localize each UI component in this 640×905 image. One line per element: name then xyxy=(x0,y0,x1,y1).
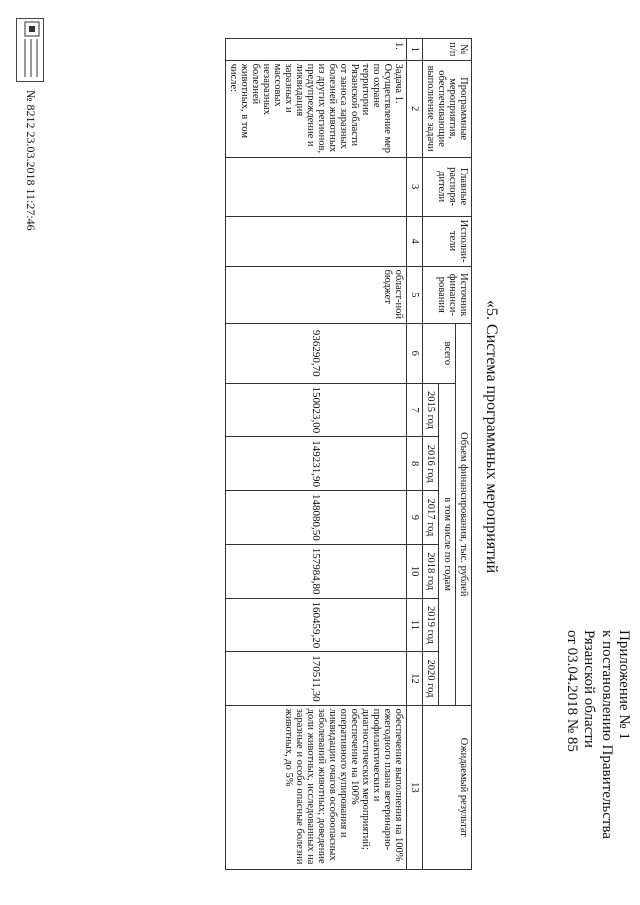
header-total: всего xyxy=(423,324,456,384)
appendix-line-1: Приложение № 1 xyxy=(616,630,632,740)
measures-table-wrap xyxy=(225,38,472,870)
measures-table xyxy=(225,38,472,870)
registration-stamp xyxy=(16,18,44,231)
header-result: Ожидаемый результат xyxy=(423,705,472,869)
header-2018: 2018 год xyxy=(423,544,439,598)
col-number: 1 xyxy=(407,39,423,61)
col-number: 2 xyxy=(407,60,423,157)
header-chief: Главные распоря-дители xyxy=(423,157,472,216)
row-2015: 150023,00 xyxy=(226,383,407,437)
header-2016: 2016 год xyxy=(423,437,439,491)
col-number: 8 xyxy=(407,437,423,491)
row-executors xyxy=(226,216,407,266)
table-row xyxy=(226,39,407,870)
row-2020: 170511,30 xyxy=(226,652,407,705)
header-num: № п/п xyxy=(423,39,472,61)
header-2020: 2020 год xyxy=(423,652,439,705)
header-by-years: в том числе по годам xyxy=(439,383,456,705)
appendix-line-3: Рязанской области xyxy=(581,630,598,748)
appendix-block xyxy=(563,630,632,870)
row-2018: 157984,80 xyxy=(226,544,407,598)
col-number: 5 xyxy=(407,266,423,323)
row-source: област-ной бюджет xyxy=(226,266,407,323)
header-2017: 2017 год xyxy=(423,491,439,545)
row-measure: Задача 1. Осуществление мер по охране территории Рязанской области от заноса заразных болезней животных из других регионов, предупреждение и ликвидация заразных и массовых незаразных болезней животных, в том числе: xyxy=(226,60,407,157)
header-executors: Исполни-тели xyxy=(423,216,472,266)
header-2015: 2015 год xyxy=(423,383,439,437)
col-number: 3 xyxy=(407,157,423,216)
col-number: 10 xyxy=(407,544,423,598)
column-number-row xyxy=(407,39,423,870)
header-2019: 2019 год xyxy=(423,598,439,652)
col-number: 4 xyxy=(407,216,423,266)
stamp-text: № 8212 23.03.2018 11:27:46 xyxy=(23,90,38,231)
col-number: 9 xyxy=(407,491,423,545)
row-chief xyxy=(226,157,407,216)
row-num: 1. xyxy=(226,39,407,61)
col-number: 7 xyxy=(407,383,423,437)
row-2016: 149231,90 xyxy=(226,437,407,491)
row-result: обеспечение выполнения на 100% ежегодного плана ветеринарно-профилактических и диагностических мероприятий; обеспечение на 100% оперативного купирования и ликвидации очагов особоопасных заболеваний животных; доведение доли животных, исследованных на заразные и особо опасные болезни животных, до 5% xyxy=(226,705,407,869)
header-funding: Объем финансирования, тыс. рублей xyxy=(456,324,472,706)
col-number: 13 xyxy=(407,705,423,869)
appendix-line-4: от 03.04.2018 № 85 xyxy=(564,630,581,752)
col-number: 12 xyxy=(407,652,423,705)
appendix-line-2: к постановлению Правительства xyxy=(598,630,615,839)
row-2019: 160459,20 xyxy=(226,598,407,652)
section-title: «5. Система программных мероприятий xyxy=(483,300,500,574)
row-2017: 148080,50 xyxy=(226,491,407,545)
barcode-seal-icon xyxy=(16,18,44,82)
col-number: 11 xyxy=(407,598,423,652)
header-source: Источник финанси-рования xyxy=(423,266,472,323)
col-number: 6 xyxy=(407,324,423,384)
header-measures: Программные мероприятия, обеспечивающие выполнение задачи xyxy=(423,60,472,157)
row-total: 936290,70 xyxy=(226,324,407,384)
